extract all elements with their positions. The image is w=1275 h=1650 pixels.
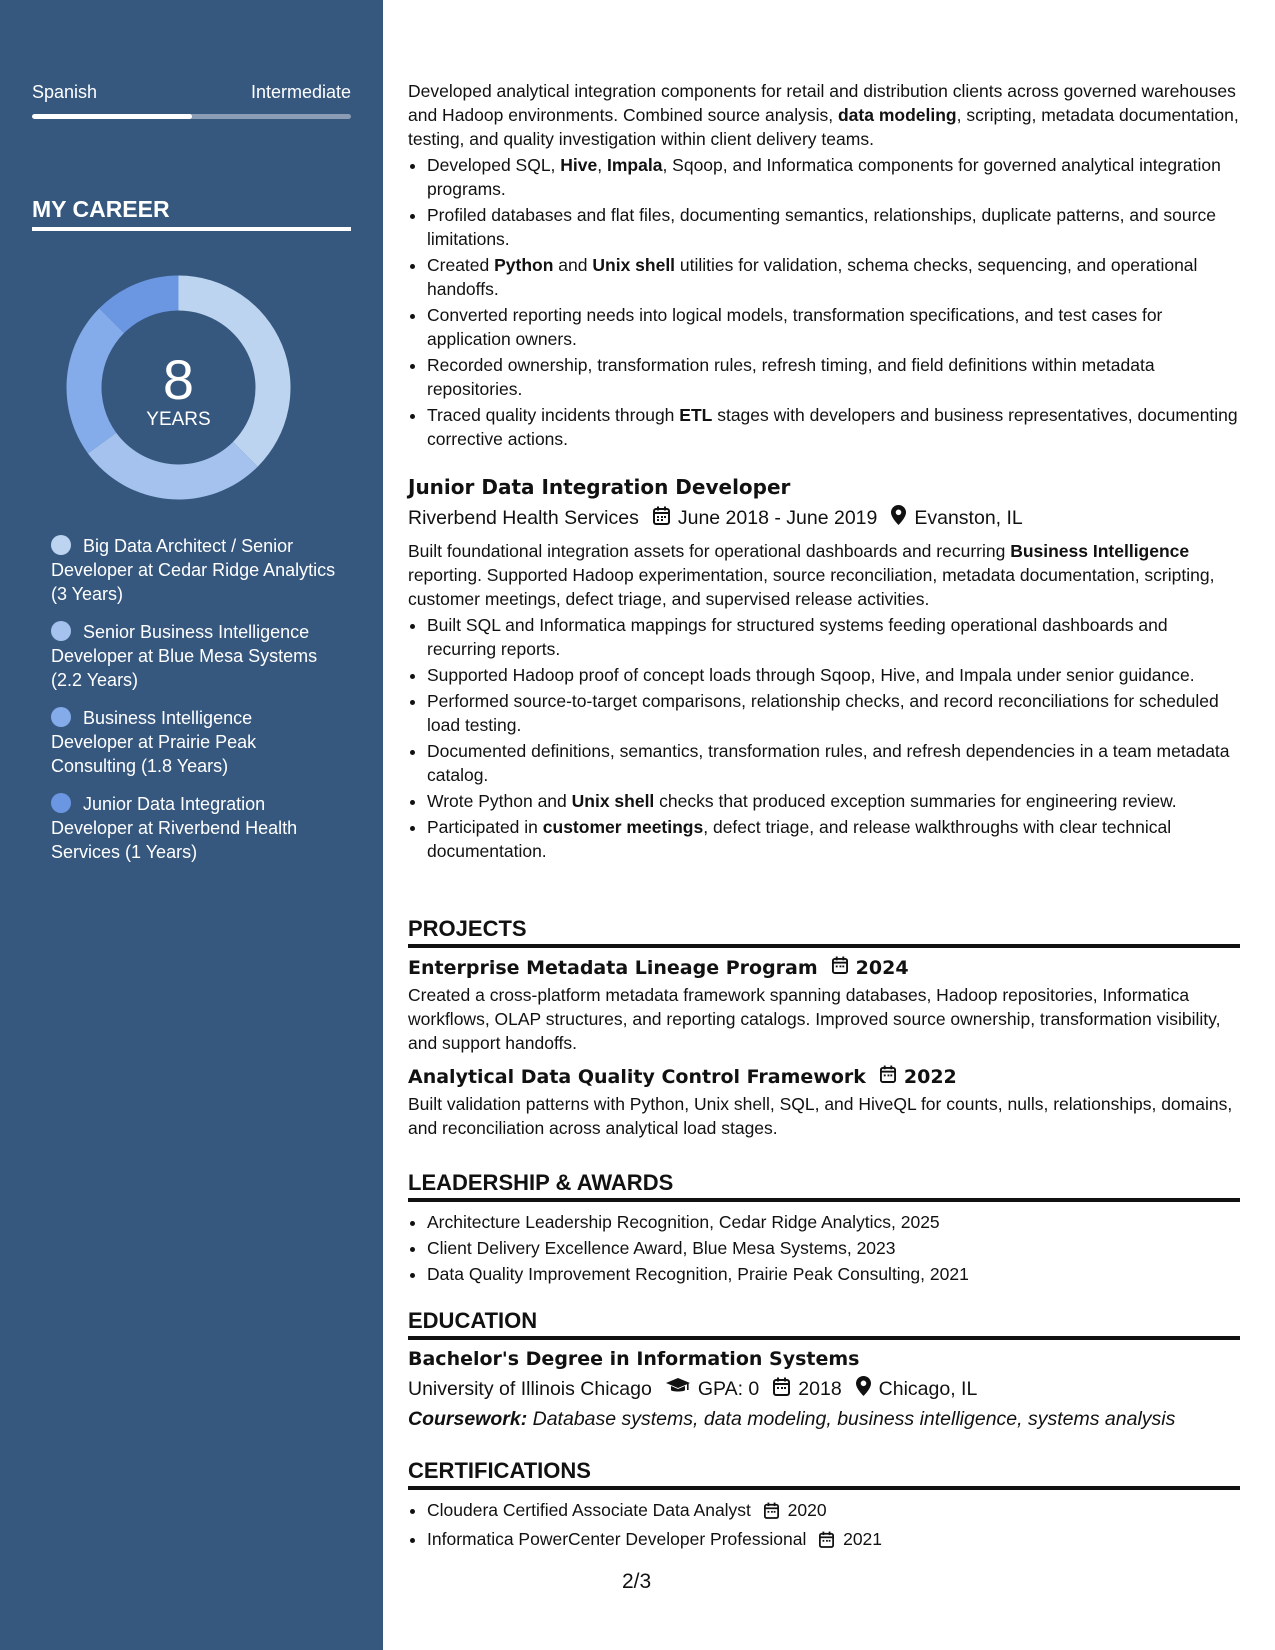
legend-dot-icon — [51, 707, 71, 727]
career-years-value: 8 — [162, 348, 195, 411]
project-title: Enterprise Metadata Lineage Program — [408, 956, 818, 979]
projects-heading: PROJECTS — [408, 916, 1240, 948]
summary-text: Developed analytical integration components for retail and distribution clients across governed warehouses and Hadoop environments. Combined source analysis, — [408, 81, 1236, 125]
bullet-text: checks that produced exception summaries for engineering review. — [654, 791, 1177, 811]
award-item: • Client Delivery Excellence Award, Blue Mesa Systems, 2023 — [427, 1236, 1240, 1260]
education-degree: Bachelor's Degree in Information Systems — [408, 1348, 860, 1370]
bullet-text: Traced quality incidents through — [427, 405, 680, 425]
bullet-item — [427, 403, 1240, 451]
bullet-item: • Profiled databases and flat files, documenting semantics, relationships, duplicate patterns, and source limitations. — [427, 203, 1240, 251]
education-gpa: GPA: 0 — [697, 1377, 760, 1400]
project-year: 2024 — [855, 956, 909, 979]
language-name: Spanish — [32, 82, 98, 102]
career-legend-label: Senior Business Intelligence Developer at Blue Mesa Systems (2.2 Years) — [51, 622, 318, 690]
summary-bold: Business Intelligence — [1010, 541, 1190, 561]
awards-section — [408, 1170, 1240, 1288]
certification-item — [427, 1527, 1240, 1554]
projects-section — [408, 916, 1240, 1140]
bullet-text: Created — [427, 255, 495, 275]
project-entry — [408, 956, 1240, 1055]
language-row — [32, 82, 351, 104]
awards-list — [408, 1210, 1240, 1286]
career-legend — [51, 534, 336, 878]
job-title: Junior Data Integration Developer — [408, 475, 791, 499]
bullet-bold: customer meetings — [542, 817, 704, 837]
bullet-item — [427, 253, 1240, 301]
job-company: Riverbend Health Services — [408, 506, 639, 529]
experience-bullets — [408, 153, 1240, 451]
language-proficiency-bar — [32, 114, 351, 119]
bullet-text: Developed SQL, — [427, 155, 561, 175]
language-level: Intermediate — [250, 82, 351, 102]
experience-continued — [408, 79, 1240, 453]
bullet-text: , Sqoop, and Informatica components for governed analytical integration programs. — [427, 155, 1221, 199]
career-legend-item — [51, 620, 336, 692]
job-summary — [408, 539, 1240, 611]
education-heading: EDUCATION — [408, 1308, 1240, 1340]
legend-dot-icon — [51, 621, 71, 641]
career-legend-label: Junior Data Integration Developer at Riverbend Health Services (1 Years) — [51, 794, 298, 862]
certification-name: Cloudera Certified Associate Data Analyst — [427, 1500, 751, 1520]
main-content — [408, 0, 1240, 1650]
certifications-section — [408, 1458, 1240, 1556]
job-meta — [408, 505, 1240, 531]
career-legend-item — [51, 706, 336, 778]
bullet-text: utilities for validation, schema checks, sequencing, and operational handoffs. — [427, 255, 1198, 299]
certification-name: Informatica PowerCenter Developer Professional — [427, 1529, 807, 1549]
page-number: 2/3 — [622, 1570, 652, 1593]
education-section — [408, 1308, 1240, 1431]
education-meta — [408, 1376, 1240, 1402]
career-legend-label: Big Data Architect / Senior Developer at Cedar Ridge Analytics (3 Years) — [51, 536, 336, 604]
location-pin-icon — [891, 505, 906, 531]
career-years-unit: YEARS — [146, 409, 211, 430]
calendar-icon — [653, 506, 670, 531]
bullet-bold: Hive — [560, 155, 598, 175]
bullet-item — [427, 789, 1240, 813]
education-year: 2018 — [798, 1377, 842, 1400]
project-year: 2022 — [903, 1065, 957, 1088]
experience-summary — [408, 79, 1240, 151]
bullet-item: • Performed source-to-target comparisons, relationship checks, and record reconciliations for scheduled load testing. — [427, 689, 1240, 737]
language-proficiency-fill — [32, 114, 192, 119]
project-title-row — [408, 1065, 1240, 1088]
calendar-icon — [773, 1377, 790, 1402]
award-item: • Architecture Leadership Recognition, Cedar Ridge Analytics, 2025 — [427, 1210, 1240, 1234]
education-location: Chicago, IL — [878, 1377, 978, 1400]
certifications-heading: CERTIFICATIONS — [408, 1458, 1240, 1490]
career-heading: MY CAREER — [32, 196, 351, 231]
bullet-text: stages with developers and business representatives, documenting corrective actions. — [427, 405, 1238, 449]
bullet-text: Participated in — [427, 817, 543, 837]
bullet-item: • Built SQL and Informatica mappings for structured systems feeding operational dashboards and recurring reports. — [427, 613, 1240, 661]
bullet-bold: Python — [494, 255, 554, 275]
certifications-list — [408, 1498, 1240, 1554]
donut-segment — [88, 433, 258, 500]
project-description: Built validation patterns with Python, Unix shell, SQL, and HiveQL for counts, nulls, relationships, domains, and reconciliation across analytical load stages. — [408, 1094, 1233, 1138]
calendar-icon — [832, 956, 848, 979]
legend-dot-icon — [51, 793, 71, 813]
location-pin-icon — [856, 1376, 871, 1402]
job-location: Evanston, IL — [914, 506, 1023, 529]
bullet-item — [427, 153, 1240, 201]
bullet-text: and — [553, 255, 593, 275]
certification-year: 2020 — [787, 1500, 827, 1520]
career-legend-item — [51, 792, 336, 864]
calendar-icon — [764, 1501, 779, 1525]
career-legend-item — [51, 534, 336, 606]
coursework-label: Coursework: — [408, 1408, 528, 1430]
calendar-icon — [880, 1065, 896, 1088]
calendar-icon — [819, 1530, 834, 1554]
bullet-bold: Unix shell — [592, 255, 676, 275]
bullet-item — [427, 815, 1240, 863]
graduation-cap-icon — [666, 1377, 690, 1401]
bullet-item: • Documented definitions, semantics, transformation rules, and refresh dependencies in a team metadata catalog. — [427, 739, 1240, 787]
job-dates: June 2018 - June 2019 — [677, 506, 878, 529]
project-entry — [408, 1065, 1240, 1140]
certification-year: 2021 — [843, 1529, 883, 1549]
summary-text: Built foundational integration assets for operational dashboards and recurring — [408, 541, 1011, 561]
bullet-item: • Recorded ownership, transformation rules, refresh timing, and field definitions within metadata repositories. — [427, 353, 1240, 401]
summary-bold: data modeling — [837, 105, 957, 125]
bullet-text: , — [597, 155, 607, 175]
bullet-text: Wrote Python and — [427, 791, 572, 811]
education-school: University of Illinois Chicago — [408, 1377, 652, 1400]
summary-text: reporting. Supported Hadoop experimentation, source reconciliation, metadata documentation, scripting, customer meetings, defect triage, and supervised release activities. — [408, 565, 1215, 609]
awards-heading: LEADERSHIP & AWARDS — [408, 1170, 1240, 1202]
sidebar — [0, 0, 383, 1650]
bullet-bold: ETL — [679, 405, 713, 425]
career-legend-label: Business Intelligence Developer at Prairie Peak Consulting (1.8 Years) — [51, 708, 257, 776]
project-title: Analytical Data Quality Control Framework — [408, 1065, 866, 1088]
job-bullets — [408, 613, 1240, 863]
experience-entry — [408, 475, 1240, 865]
award-item: • Data Quality Improvement Recognition, Prairie Peak Consulting, 2021 — [427, 1262, 1240, 1286]
summary-text: , scripting, metadata documentation, testing, and quality investigation within client delivery teams. — [408, 105, 1239, 149]
project-description: Created a cross-platform metadata framework spanning databases, Hadoop repositories, Informatica workflows, OLAP structures, and reporting catalogs. Improved source ownership, transformation visibility, and support handoffs. — [408, 985, 1221, 1053]
bullet-text: , defect triage, and release walkthroughs with clear technical documentation. — [427, 817, 1172, 861]
bullet-bold: Impala — [606, 155, 663, 175]
bullet-item: • Supported Hadoop proof of concept loads through Sqoop, Hive, and Impala under senior guidance. — [427, 663, 1240, 687]
project-title-row — [408, 956, 1240, 979]
certification-item — [427, 1498, 1240, 1525]
legend-dot-icon — [51, 535, 71, 555]
coursework-text: Database systems, data modeling, business intelligence, systems analysis — [532, 1408, 1176, 1430]
education-coursework — [408, 1408, 1240, 1431]
bullet-item: • Converted reporting needs into logical models, transformation specifications, and test cases for application owners. — [427, 303, 1240, 351]
bullet-bold: Unix shell — [571, 791, 655, 811]
